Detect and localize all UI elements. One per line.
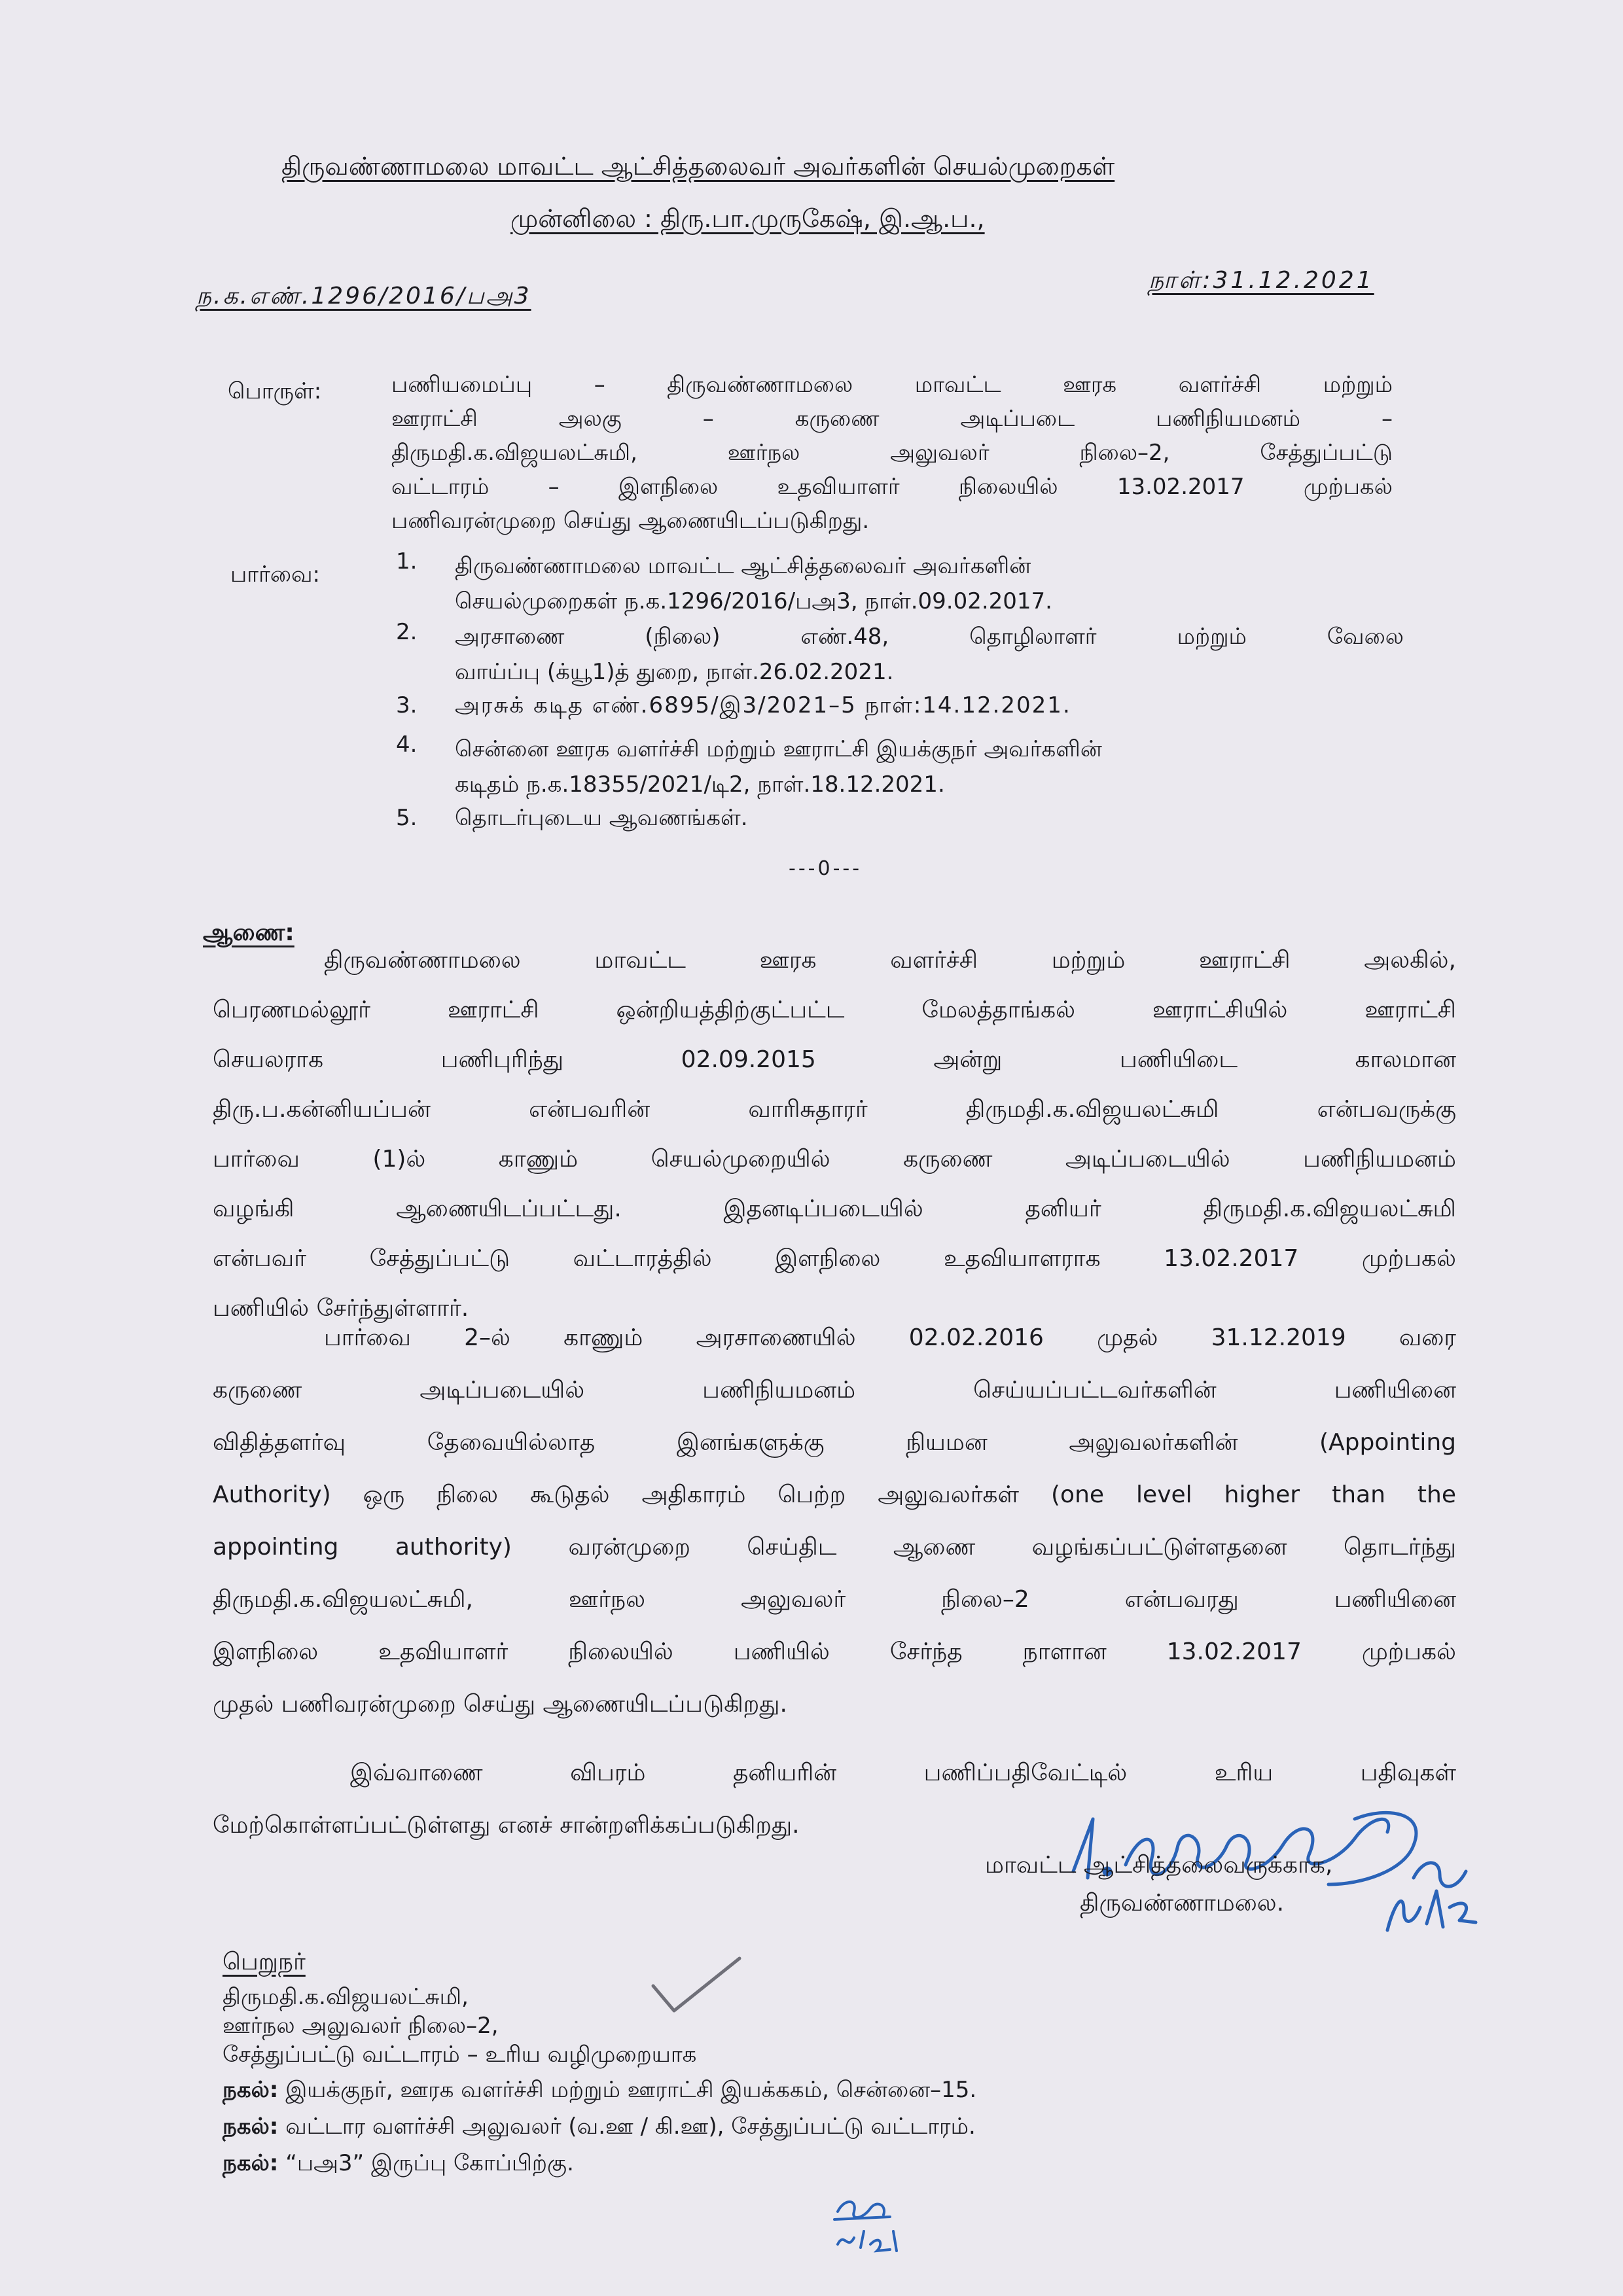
subject-line: ஊராட்சி அலகு – கருணை அடிப்படை பணிநியமனம் – [391, 406, 1393, 432]
order-line: மேற்கொள்ளப்பட்டுள்ளது எனச் சான்றளிக்கப்படுகிறது. [213, 1812, 800, 1839]
copy-item [223, 2108, 976, 2145]
copies-list [223, 2072, 976, 2181]
copy-text: வட்டார வளர்ச்சி அலுவலர் (வ.ஊ / கி.ஊ), சேத்துப்பட்டு வட்டாரம். [285, 2113, 976, 2140]
reference-line: வாய்ப்பு (க்யூ1)த் துறை, நாள்.26.02.2021. [455, 659, 894, 685]
reference-number-4: 4. [396, 732, 418, 758]
recipient-address [223, 1983, 696, 2069]
recipient-line: திருமதி.க.விஜயலட்சுமி, [223, 1984, 469, 2010]
reference-number-5: 5. [396, 805, 418, 831]
order-line: விதித்தளர்வு தேவையில்லாத இனங்களுக்கு நியமன அலுவலர்களின் (Appointing [213, 1429, 1456, 1456]
reference-number-1: 1. [396, 548, 418, 574]
order-line: பெரணமல்லூர் ஊராட்சி ஒன்றியத்திற்குட்பட்ட மேலத்தாங்கல் ஊராட்சியில் ஊராட்சி [213, 997, 1456, 1023]
document-title: திருவண்ணாமலை மாவட்ட ஆட்சித்தலைவர் அவர்களின் செயல்முறைகள் [281, 152, 1115, 181]
copy-item [223, 2072, 976, 2108]
references-label: பார்வை: [230, 561, 320, 588]
order-line: இவ்வாணை விபரம் தனியரின் பணிப்பதிவேட்டில் உரிய பதிவுகள் [350, 1759, 1456, 1786]
initials-mark [825, 2192, 910, 2257]
copy-label: நகல்: [223, 2150, 279, 2176]
order-date: நாள்:31.12.2021 [1149, 267, 1374, 294]
reference-number-2: 2. [396, 619, 418, 645]
subject-label: பொருள்: [228, 378, 322, 404]
order-line: வழங்கி ஆணையிடப்பட்டது. இதனடிப்படையில் தனியர் திருமதி.க.விஜயலட்சுமி [213, 1195, 1456, 1222]
order-label: ஆணை: [203, 919, 294, 946]
order-line: இளநிலை உதவியாளர் நிலையில் பணியில் சேர்ந்த நாளான 13.02.2017 முற்பகல் [213, 1638, 1456, 1665]
reference-line: கடிதம் ந.க.18355/2021/டி2, நாள்.18.12.2021. [455, 771, 945, 798]
reference-item [396, 548, 1404, 619]
copy-text: இயக்குநர், ஊரக வளர்ச்சி மற்றும் ஊராட்சி இயக்ககம், சென்னை–15. [285, 2077, 977, 2103]
order-line: கருணை அடிப்படையில் பணிநியமனம் செய்யப்பட்டவர்களின் பணியினை [213, 1377, 1456, 1404]
order-line: முதல் பணிவரன்முறை செய்து ஆணையிடப்படுகிறது. [213, 1691, 787, 1718]
reference-line: அரசுக் கடித எண்.6895/இ3/2021–5 நாள்:14.12.2021. [455, 692, 1071, 718]
reference-item [396, 692, 1404, 732]
order-line: பார்வை (1)ல் காணும் செயல்முறையில் கருணை அடிப்படையில் பணிநியமனம் [213, 1146, 1456, 1173]
subject-line: பணியமைப்பு – திருவண்ணாமலை மாவட்ட ஊரக வளர்ச்சி மற்றும் [391, 372, 1393, 398]
reference-line: சென்னை ஊரக வளர்ச்சி மற்றும் ஊராட்சி இயக்குநர் அவர்களின் [455, 736, 1102, 762]
order-line: திருவண்ணாமலை மாவட்ட ஊரக வளர்ச்சி மற்றும் ஊராட்சி அலகில், [324, 947, 1456, 974]
reference-item [396, 732, 1404, 805]
copy-item [223, 2145, 976, 2181]
recipient-line: சேத்துப்பட்டு வட்டாரம் – உரிய வழிமுறையாக [223, 2041, 697, 2068]
order-line: திரு.ப.கன்னியப்பன் என்பவரின் வாரிசுதாரர் திருமதி.க.விஜயலட்சுமி என்பவருக்கு [213, 1096, 1456, 1123]
subject-text [391, 368, 1393, 538]
reference-line: திருவண்ணாமலை மாவட்ட ஆட்சித்தலைவர் அவர்களின் [455, 553, 1031, 579]
recipient-label: பெறுநர் [223, 1949, 306, 1975]
section-separator: ---0--- [789, 857, 863, 880]
copy-text: “பஅ3” இருப்பு கோப்பிற்கு. [285, 2150, 574, 2176]
reference-number: ந.க.எண்.1296/2016/பஅ3 [196, 283, 531, 309]
subject-line: திருமதி.க.விஜயலட்சுமி, ஊர்நல அலுவலர் நிலை–2, சேத்துப்பட்டு [391, 440, 1393, 466]
reference-line: செயல்முறைகள் ந.க.1296/2016/பஅ3, நாள்.09.02.2017. [455, 588, 1052, 614]
order-line: appointing authority) வரன்முறை செய்திட ஆணை வழங்கப்பட்டுள்ளதனை தொடர்ந்து [213, 1534, 1456, 1561]
reference-item [396, 619, 1404, 692]
signatory-line-2: திருவண்ணாமலை. [1080, 1890, 1285, 1916]
subject-line: வட்டாரம் – இளநிலை உதவியாளர் நிலையில் 13.02.2017 முற்பகல் [391, 474, 1393, 500]
reference-line: அரசாணை (நிலை) எண்.48, தொழிலாளர் மற்றும் வேலை [455, 624, 1404, 650]
order-line: என்பவர் சேத்துப்பட்டு வட்டாரத்தில் இளநிலை உதவியாளராக 13.02.2017 முற்பகல் [213, 1245, 1456, 1272]
presence-line: முன்னிலை : திரு.பா.முருகேஷ், இ.ஆ.ப., [510, 204, 985, 233]
copy-label: நகல்: [223, 2077, 279, 2103]
reference-number-3: 3. [396, 692, 418, 718]
reference-item [396, 805, 1404, 841]
recipient-line: ஊர்நல அலுவலர் நிலை–2, [223, 2013, 499, 2039]
order-line: திருமதி.க.விஜயலட்சுமி, ஊர்நல அலுவலர் நிலை–2 என்பவரது பணியினை [213, 1586, 1456, 1613]
order-paragraph-1 [213, 936, 1456, 1333]
order-line: செயலராக பணிபுரிந்து 02.09.2015 அன்று பணியிடை காலமான [213, 1046, 1456, 1073]
signatory-line-1: மாவட்ட ஆட்சித்தலைவருக்காக, [985, 1852, 1333, 1879]
reference-line: தொடர்புடைய ஆவணங்கள். [455, 805, 748, 831]
copy-label: நகல்: [223, 2113, 279, 2140]
order-line: பணியில் சேர்ந்துள்ளார். [213, 1295, 469, 1322]
references-list [396, 548, 1404, 841]
order-line: பார்வை 2–ல் காணும் அரசாணையில் 02.02.2016 முதல் 31.12.2019 வரை [324, 1324, 1456, 1351]
order-line: Authority) ஒரு நிலை கூடுதல் அதிகாரம் பெற்ற அலுவலர்கள் (one level higher than the [213, 1481, 1456, 1508]
order-paragraph-2 [213, 1312, 1456, 1731]
subject-line: பணிவரன்முறை செய்து ஆணையிடப்படுகிறது. [391, 508, 870, 534]
